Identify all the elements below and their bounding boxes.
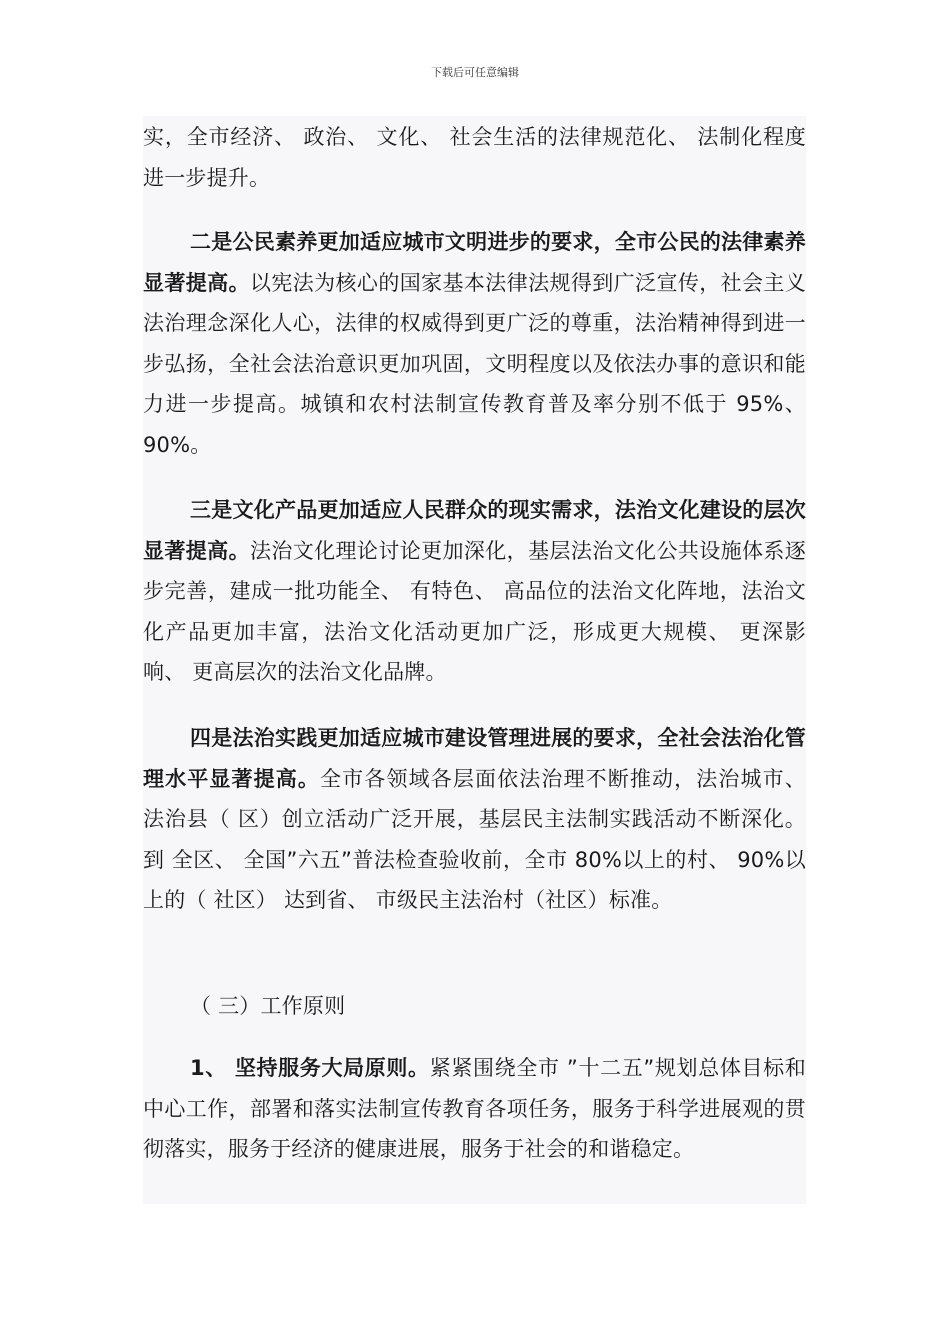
paragraph-text: 法治文化理论讨论更加深化，基层法治文化公共设施体系逐步完善，建成一批功能全、 有特色、 高品位的法治文化阵地，法治文化产品更加丰富，法治文化活动更加广泛，形成更大规模、 更深影响、 更高层次的法治文化品牌。 — [143, 538, 806, 684]
paragraph-text: 紧紧围绕全市 ”十二五”规划总体目标和中心工作，部署和落实法制宣传教育各项任务，服务于科学进展观的贯彻落实，服务于经济的健康进展，服务于社会的和谐稳定。 — [143, 1056, 806, 1161]
paragraph-legal-practice — [143, 718, 806, 921]
paragraph-lead: 四是法治实践更加适应城市建设管理进展的要求，全社会法治化管理水平显著提高。 — [143, 726, 806, 791]
paragraph-text: 全市各领域各层面依法治理不断推动，法治城市、 法治县（ 区）创立活动广泛开展，基层民主法制实践活动不断深化。到 全区、 全国”六五”普法检查验收前，全市 80%以上的村、 90%以上的（ 社区） 达到省、 市级民主法治村（社区）标准。 — [143, 766, 806, 912]
paragraph-continuation — [143, 117, 806, 198]
section-heading-text: （ 三）工作原则 — [190, 994, 346, 1018]
paragraph-lead: 三是文化产品更加适应人民群众的现实需求，法治文化建设的层次显著提高。 — [143, 498, 806, 563]
paragraph-citizen-literacy — [143, 222, 806, 465]
section-heading — [143, 986, 806, 1027]
paragraph-cultural-products — [143, 490, 806, 693]
paragraph-text: 实，全市经济、 政治、 文化、 社会生活的法律规范化、 法制化程度进一步提升。 — [143, 125, 806, 190]
paragraph-text: 以宪法为核心的国家基本法律法规得到广泛宣传，社会主义法治理念深化人心，法律的权威得到更广泛的尊重，法治精神得到进一步弘扬，全社会法治意识更加巩固，文明程度以及依法办事的意识和能力进一步提高。城镇和农村法制宣传教育普及率分别不低于 95%、 90%。 — [143, 270, 806, 457]
paragraph-lead: 二是公民素养更加适应城市文明进步的要求，全市公民的法律素养显著提高。 — [143, 230, 806, 295]
paragraph-lead: 1、 坚持服务大局原则。 — [190, 1056, 430, 1080]
paragraph-principle-1 — [143, 1048, 806, 1170]
page-header: 下载后可任意编辑 — [431, 66, 519, 79]
